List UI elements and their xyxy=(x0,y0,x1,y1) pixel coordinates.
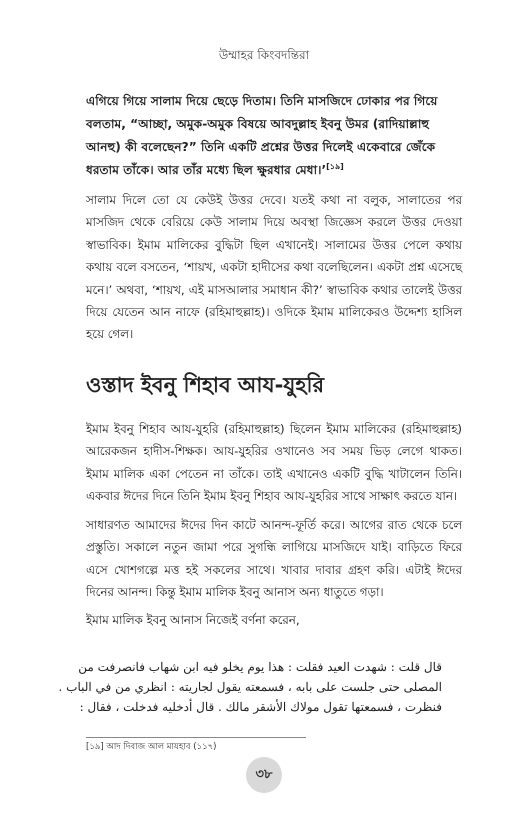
arabic-line: قال قلت : شهدت العيد فقلت : هذا يوم يخلو فيه ابن شهاب فانصرفت من xyxy=(78,660,442,674)
paragraph-3: সাধারণত আমাদের ঈদের দিন কাটে আনন্দ-ফূর্তি করে। আগের রাত থেকে চলে প্রস্তুতি। সকালে নতুন জামা পরে সুগন্ধি লাগিয়ে মাসজিদে যাই। বাড়িতে ফিরে এসে খোশগল্পে মত্ত হই সকলের সাথে। খাবার দাবার গ্রহণ করি। এটাই ঈদের দিনের আনন্দ। কিন্তু ইমাম মালিক ইবনু আনাস অন্য ধাতুতে গড়া। xyxy=(86,518,462,600)
footnote: [১৯] আদ দিবাজ আল মাযহাব (১১৭) xyxy=(86,742,217,752)
quote-line-text: ধরতাম তাঁকে। আর তাঁর মধ্যে ছিল ক্ষুরধার মেধা।’ xyxy=(86,163,327,177)
paragraph-1: সালাম দিলে তো যে কেউই উত্তর দেবে। যতই কথা না বলুক, সালাতের পর মাসজিদ থেকে বেরিয়ে কেউ সালাম দিয়ে অবস্থা জিজ্ঞেস করলে উত্তর দেওয়া স্বাভাবিক। ইমাম মালিকের বুদ্ধিটা ছিল এখানেই। সালামের উত্তর পেলে কথায় কথায় বলে বসতেন, ‘শায়খ, একটা হাদীসের কথা বলেছিলেন। একটা প্রশ্ন এসেছে মনে।’ অথবা, ‘শায়খ, এই মাসআলার সমাধান কী?’ স্বাভাবিক কথার তালেই উত্তর দিয়ে যেতেন আন নাফে (রহিমাহুল্লাহ)। ওদিকে ইমাম মালিকেরও উদ্দেশ্য হাসিল হয়ে গেল। xyxy=(86,193,462,342)
section-heading: ওস্তাদ ইবনু শিহাব আয-যুহরি xyxy=(86,373,325,397)
quote-line: এগিয়ে গিয়ে সালাম দিয়ে ছেড়ে দিতাম। তিনি মাসজিদে ঢোকার পর গিয়ে xyxy=(86,94,438,108)
footnote-ref: [১৯] xyxy=(326,161,344,171)
paragraph-4: ইমাম মালিক ইবনু আনাস নিজেই বর্ণনা করেন, xyxy=(86,613,300,627)
footnote-divider xyxy=(86,737,306,738)
arabic-quote xyxy=(58,657,442,717)
quote-line: বলতাম, “আচ্ছা, অমুক-অমুক বিষয়ে আবদুল্লাহ ইবনু উমর (রাদিয়াল্লাহু xyxy=(86,117,430,131)
quote-line: আনহু) কী বলেছেন?” তিনি একটি প্রশ্নের উত্তর দিলেই একেবারে জেঁকে xyxy=(86,140,436,154)
quote-line xyxy=(86,159,442,182)
arabic-line: المصلى حتى جلست على بابه ، فسمعته يقول لجاريته : انظري من في الباب . xyxy=(58,680,442,694)
running-head: উম্মাহর কিংবদন্তিরা xyxy=(218,48,310,62)
arabic-line: فنظرت ، فسمعتها تقول مولاك الأشقر مالك . قال أدخليه فدخلت ، فقال : xyxy=(79,700,442,714)
paragraph-2: ইমাম ইবনু শিহাব আয-যুহরি (রহিমাহুল্লাহ) ছিলেন ইমাম মালিকের (রহিমাহুল্লাহ) আরেকজন হাদীস-শিক্ষক। আয-যুহরির ওখানেও সব সময় ভিড় লেগে থাকত। ইমাম মালিক একা পেতেন না তাঁকে। তাই এখানেও একটি বুদ্ধি খাটালেন তিনি। একবার ঈদের দিনে তিনি ইমাম ইবনু শিহাব আয-যুহরির সাথে সাক্ষাৎ করতে যান। xyxy=(86,422,462,504)
page-number: ৩৮ xyxy=(246,757,282,793)
quote-block xyxy=(86,90,442,182)
